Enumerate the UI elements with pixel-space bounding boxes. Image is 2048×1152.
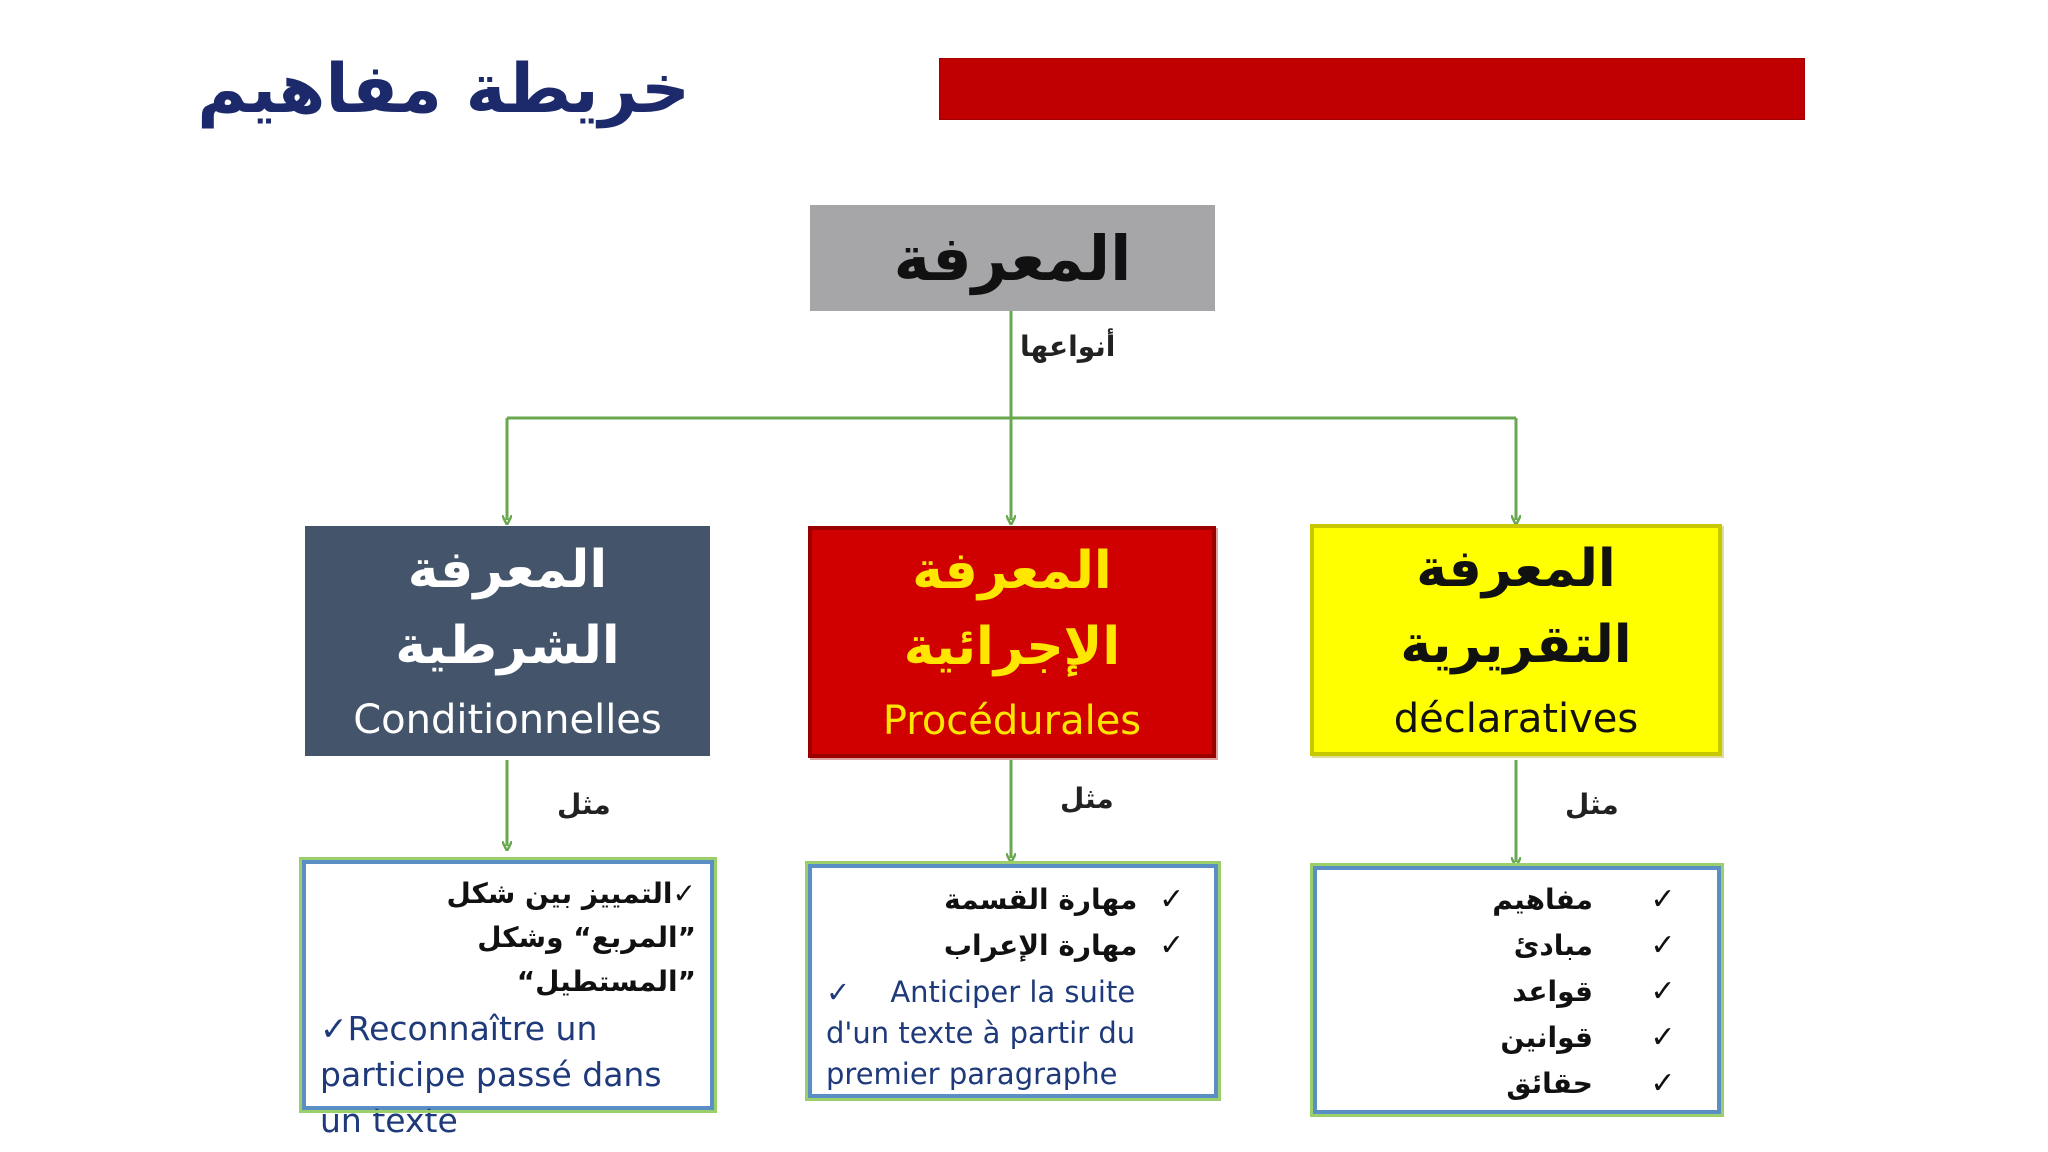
example-ar-text: قواعد (1512, 974, 1593, 1008)
category-ar-line1: المعرفة (407, 540, 608, 600)
example-ar-text: مفاهيم (1492, 882, 1593, 916)
list-item (826, 876, 1200, 922)
root-node (810, 205, 1215, 311)
examples-box-procedurales (808, 864, 1218, 1098)
example-fr-text: Anticiper la suite d'un texte à partir du premier paragraphe (826, 975, 1136, 1091)
example-ar-text: قوانين (1500, 1020, 1593, 1054)
check-icon: ✓ (1650, 927, 1676, 963)
category-ar-line2: الإجرائية (903, 617, 1121, 677)
category-fr-label: déclaratives (1393, 696, 1639, 742)
check-icon: ✓ (1650, 973, 1676, 1009)
example-fr-item (826, 972, 1200, 1095)
list-item (1331, 968, 1703, 1014)
example-ar-text: مهارة القسمة (944, 882, 1138, 916)
examples-box-conditionnelles (302, 860, 714, 1140)
list-item (826, 922, 1200, 968)
header-accent-bar (939, 58, 1805, 120)
example-fr-item (320, 1006, 696, 1144)
example-ar-text: مهارة الإعراب (943, 928, 1138, 962)
example-ar-text: مبادئ (1513, 928, 1593, 962)
example-label-conditionnelles: مثل (557, 788, 611, 821)
page-title: خريطة مفاهيم (197, 50, 690, 129)
category-ar-line1: المعرفة (912, 541, 1112, 601)
category-ar-line2: الشرطية (395, 616, 620, 676)
check-icon: ✓ (1159, 927, 1185, 963)
list-item (1331, 1060, 1703, 1106)
check-icon: ✓ (1650, 881, 1676, 917)
category-ar-line2: التقريرية (1400, 615, 1632, 675)
list-item (1331, 922, 1703, 968)
example-ar-text: التمييز بين شكل ”المربع“ وشكل ”المستطيل“ (446, 877, 696, 998)
category-procedurales (808, 526, 1216, 758)
category-ar-line1: المعرفة (1416, 539, 1616, 599)
check-icon: ✓ (320, 1009, 348, 1048)
check-icon: ✓ (1159, 881, 1185, 917)
example-label-procedurales: مثل (1060, 782, 1114, 815)
examples-box-declaratives (1313, 866, 1721, 1114)
check-icon: ✓ (826, 975, 851, 1009)
example-ar-text: حقائق (1506, 1066, 1593, 1100)
check-icon: ✓ (672, 877, 696, 910)
check-icon: ✓ (1650, 1065, 1676, 1101)
root-label: المعرفة (893, 221, 1132, 295)
check-icon: ✓ (1650, 1019, 1676, 1055)
types-label: أنواعها (1020, 330, 1116, 363)
list-item (1331, 1014, 1703, 1060)
list-item (1331, 876, 1703, 922)
example-fr-text: Reconnaître un participe passé dans un texte (320, 1009, 662, 1140)
category-conditionnelles (305, 526, 710, 756)
example-label-declaratives: مثل (1565, 788, 1619, 821)
category-fr-label: Procédurales (882, 698, 1142, 744)
category-declaratives (1310, 524, 1722, 756)
example-ar-item (320, 872, 696, 1004)
category-fr-label: Conditionnelles (353, 697, 662, 743)
